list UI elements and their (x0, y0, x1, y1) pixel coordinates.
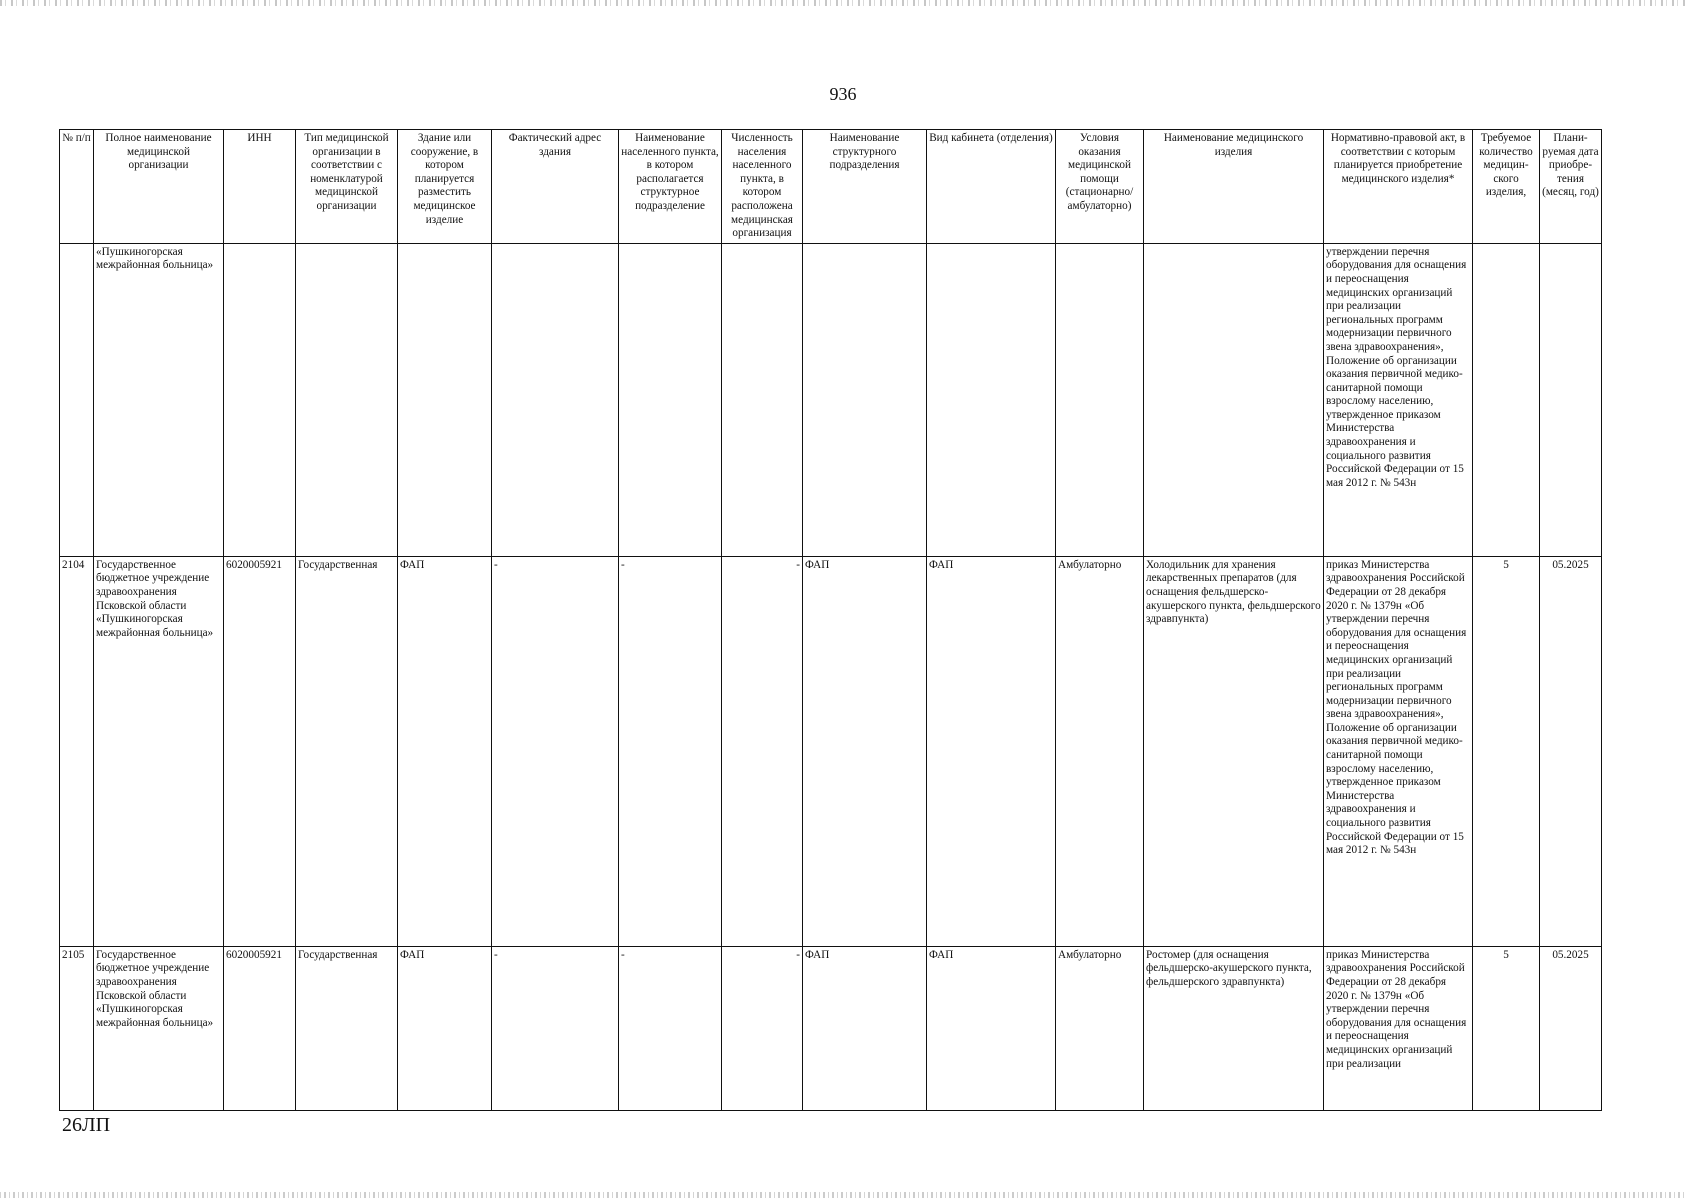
scan-edge-top (0, 0, 1686, 6)
cell-building: ФАП (398, 946, 492, 1110)
header-org-name: Полное наименование медицинской организации (94, 130, 224, 244)
table-row (60, 946, 1602, 1110)
cell-cabinet: ФАП (927, 556, 1056, 946)
cell-inn: 6020005921 (224, 556, 296, 946)
page-number: 936 (829, 84, 857, 104)
cell-settlement (619, 243, 722, 556)
header-population: Численность населения населенного пункта, в котором расположена медицинская организация (722, 130, 803, 244)
cell-quantity: 5 (1473, 556, 1540, 946)
equipment-register-table (59, 129, 1602, 1111)
cell-org-name: Государственное бюджетное учреждение здравоохранения Псковской области «Пушкиногорская межрайонная больница» (94, 946, 224, 1110)
table-header-row (60, 130, 1602, 244)
cell-date: 05.2025 (1540, 946, 1602, 1110)
header-settlement: Наименование населенного пункта, в котором располагается структурное подразделение (619, 130, 722, 244)
header-cabinet: Вид кабинета (отделения) (927, 130, 1056, 244)
cell-population: - (722, 556, 803, 946)
cell-address (492, 243, 619, 556)
header-conditions: Условия оказания медицинской помощи (стационарно/ амбулаторно) (1056, 130, 1144, 244)
cell-subdivision: ФАП (803, 946, 927, 1110)
cell-quantity (1473, 243, 1540, 556)
cell-legal-act: утверждении перечня оборудования для оснащения и переоснащения медицинских организаций при реализации региональных программ модернизации первичного звена здравоохранения», Положение об организации оказания первичной медико-санитарной помощи взрослому населению, утвержденное приказом Министерства здравоохранения и социального развития Российской Федерации от 15 мая 2012 г. № 543н (1324, 243, 1473, 556)
cell-org-type: Государственная (296, 946, 398, 1110)
cell-address: - (492, 946, 619, 1110)
header-legal-act: Нормативно-правовой акт, в соответствии с которым планируется приобретение медицинского изделия* (1324, 130, 1473, 244)
cell-cabinet: ФАП (927, 946, 1056, 1110)
cell-date (1540, 243, 1602, 556)
cell-inn: 6020005921 (224, 946, 296, 1110)
header-org-type: Тип медицинской организации в соответствии с номенклатурой медицинской организации (296, 130, 398, 244)
table-row (60, 243, 1602, 556)
cell-settlement: - (619, 946, 722, 1110)
cell-quantity: 5 (1473, 946, 1540, 1110)
cell-population (722, 243, 803, 556)
scan-edge-bottom (0, 1192, 1686, 1198)
cell-date: 05.2025 (1540, 556, 1602, 946)
header-address: Фактический адрес здания (492, 130, 619, 244)
cell-num: 2105 (60, 946, 94, 1110)
header-subdivision: Наименование структурного подразделения (803, 130, 927, 244)
cell-subdivision: ФАП (803, 556, 927, 946)
cell-cabinet (927, 243, 1056, 556)
cell-device (1144, 243, 1324, 556)
cell-num (60, 243, 94, 556)
cell-legal-act: приказ Министерства здравоохранения Российской Федерации от 28 декабря 2020 г. № 1379н «Об утверждении перечня оборудования для оснащения и переоснащения медицинских организаций при реализации региональных программ модернизации первичного звена здравоохранения», Положение об организации оказания первичной медико-санитарной помощи взрослому населению, утвержденное приказом Министерства здравоохранения и социального развития Российской Федерации от 15 мая 2012 г. № 543н (1324, 556, 1473, 946)
cell-settlement: - (619, 556, 722, 946)
cell-conditions: Амбулаторно (1056, 556, 1144, 946)
cell-org-name: «Пушкиногорская межрайонная больница» (94, 243, 224, 556)
cell-org-type (296, 243, 398, 556)
header-device: Наименование медицинского изделия (1144, 130, 1324, 244)
cell-org-name: Государственное бюджетное учреждение здравоохранения Псковской области «Пушкиногорская межрайонная больница» (94, 556, 224, 946)
cell-conditions (1056, 243, 1144, 556)
cell-inn (224, 243, 296, 556)
cell-device: Холодильник для хранения лекарственных препаратов (для оснащения фельдшерско-акушерского пункта, фельдшерского здравпункта) (1144, 556, 1324, 946)
cell-conditions: Амбулаторно (1056, 946, 1144, 1110)
header-num: № п/п (60, 130, 94, 244)
cell-address: - (492, 556, 619, 946)
document-code: 26ЛП (62, 1114, 111, 1136)
header-inn: ИНН (224, 130, 296, 244)
header-quantity: Требуемое количество медицин-ского изделия, (1473, 130, 1540, 244)
cell-subdivision (803, 243, 927, 556)
header-date: Плани-руемая дата приобре-тения (месяц, год) (1540, 130, 1602, 244)
table-row (60, 556, 1602, 946)
cell-building (398, 243, 492, 556)
cell-population: - (722, 946, 803, 1110)
cell-num: 2104 (60, 556, 94, 946)
cell-org-type: Государственная (296, 556, 398, 946)
header-building: Здание или сооружение, в котором планируется разместить медицинское изделие (398, 130, 492, 244)
cell-building: ФАП (398, 556, 492, 946)
cell-device: Ростомер (для оснащения фельдшерско-акушерского пункта, фельдшерского здравпункта) (1144, 946, 1324, 1110)
cell-legal-act: приказ Министерства здравоохранения Российской Федерации от 28 декабря 2020 г. № 1379н «Об утверждении перечня оборудования для оснащения и переоснащения медицинских организаций при реализации (1324, 946, 1473, 1110)
